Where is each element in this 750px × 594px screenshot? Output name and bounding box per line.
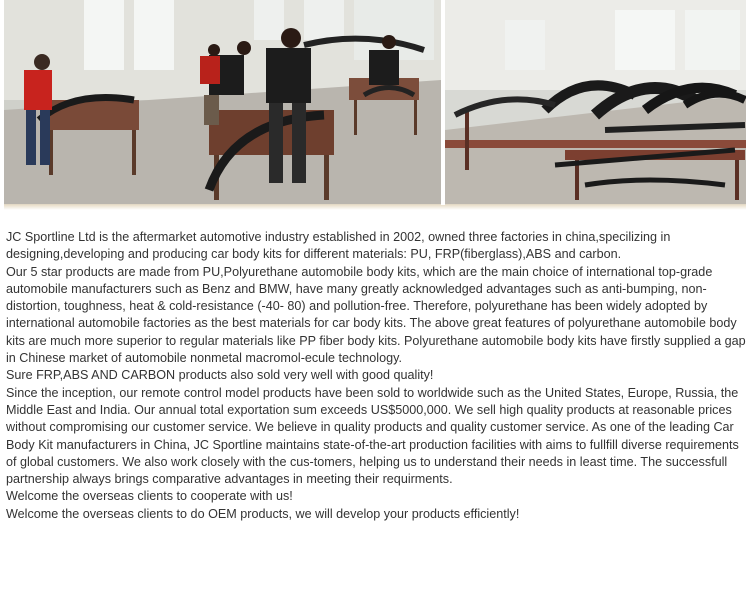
car-body-kit-parts-photo bbox=[445, 0, 746, 206]
export-paragraph: Since the inception, our remote control model products have been sold to worldwide such as the United States, Europe, Russia, the Middle East and India. Our annual total exportation sum exceeds US$5000,000. We sell high quality products at reasonable prices without compromising our customer service. We believe in quality products and quality customer service. As one of the leading Car Body Kit manufacturers in China, JC Sportline maintains state-of-the-art production facilities with aims to fullfill diverse requirements of global customers. We also work closely with the cus-tomers, helping us to understand their needs in least time. The successfull partnership always brings comparative advantages in meeting their requirments. bbox=[6, 385, 739, 487]
factory-workshop-photo bbox=[4, 0, 441, 206]
photo-strip bbox=[0, 0, 750, 212]
welcome-oem-line: Welcome the overseas clients to do OEM products, we will develop your products efficiently! bbox=[6, 506, 520, 521]
car-body-kit-parts-icon bbox=[445, 0, 746, 204]
products-paragraph: Our 5 star products are made from PU,Polyurethane automobile body kits, which are the main choice of international top-grade automobile manufacturers such as Benz and BMW, have many greatly acknowledged advantages such as anti-bumping, non-distortion, toughness, heat & cold-resistance (-40- 80) and pollution-free. Therefore, polyurethane has been widely adopted by international automobile factories as the best materials for car body kits. The above great features of polyurethane automobile body kits are much more superior to regular materials like PP fiber body kits. Polyurethane automobile body kits have firstly supplied a gap in Chinese market of automobile nonmetal macromol-ecule technology. bbox=[6, 264, 746, 366]
welcome-cooperate-line: Welcome the overseas clients to cooperate with us! bbox=[6, 489, 293, 504]
company-description bbox=[6, 229, 748, 523]
frp-abs-carbon-paragraph: Sure FRP,ABS AND CARBON products also sold very well with good quality! bbox=[6, 368, 434, 383]
factory-workshop-icon bbox=[4, 0, 441, 204]
intro-paragraph: JC Sportline Ltd is the aftermarket automotive industry established in 2002, owned three factories in china,specilizing in designing,developing and producing car body kits for different materials: PU, FRP(fiberglass),ABS and carbon. bbox=[6, 230, 671, 262]
photo-divider bbox=[4, 205, 746, 210]
